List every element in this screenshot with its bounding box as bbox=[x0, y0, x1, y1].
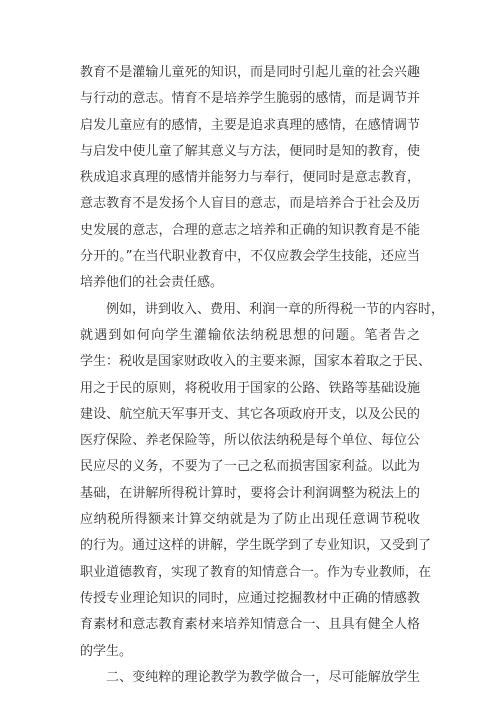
paragraph-line: 启发儿童应有的感情，主要是追求真理的感情，在感情调节 bbox=[80, 117, 420, 133]
paragraph-line: 的行为。通过这样的讲解，学生既学到了专业知识，又受到了 bbox=[80, 538, 432, 554]
paragraph-line: 基础，在讲解所得税计算时，要将会计利润调整为税法上的 bbox=[80, 485, 420, 501]
paragraph-line: 秩成追求真理的感情并能努力与奉行，便同时是意志教育， bbox=[80, 170, 420, 186]
paragraph-2 bbox=[80, 297, 445, 665]
paragraph-line: 医疗保险、养老保险等，所以依法纳税是每个单位、每位公 bbox=[80, 433, 420, 449]
paragraph-line: 就遇到如何向学生灌输依法纳税思想的问题。笔者告之 bbox=[80, 327, 420, 343]
paragraph-line: 例如，讲到收入、费用、利润一章的所得税一节的内容时， bbox=[106, 301, 445, 317]
paragraph-line: 与启发中使儿童了解其意义与方法，便同时是知的教育，使 bbox=[80, 143, 420, 159]
paragraph-line: 学生：税收是国家财政收入的主要来源，国家本着取之于民、 bbox=[80, 354, 432, 370]
section-heading bbox=[80, 665, 420, 691]
paragraph-line: 传授专业理论知识的同时，应通过挖掘教材中正确的情感教 bbox=[80, 590, 420, 606]
paragraph-line: 育素材和意志教育素材来培养知情意合一、且具有健全人格 bbox=[80, 617, 420, 633]
paragraph-1 bbox=[80, 60, 420, 297]
paragraph-line: 民应尽的义务，不要为了一己之私而损害国家利益。以此为 bbox=[80, 459, 420, 475]
paragraph-line: 职业道德教育，实现了教育的知情意合一。作为专业教师，在 bbox=[80, 564, 432, 580]
paragraph-line: 的学生。 bbox=[80, 643, 133, 659]
paragraph-line: 用之于民的原则，将税收用于国家的公路、铁路等基础设施 bbox=[80, 380, 420, 396]
paragraph-line: 意志教育不是发扬个人盲目的意志，而是培养合于社会及历 bbox=[80, 196, 420, 212]
paragraph-line: 分开的。”在当代职业教育中，不仅应教会学生技能，还应当 bbox=[80, 249, 420, 265]
paragraph-line: 教育不是灌输儿童死的知识，而是同时引起儿童的社会兴趣 bbox=[80, 65, 420, 80]
paragraph-line: 史发展的意志，合理的意志之培养和正确的知识教育是不能 bbox=[80, 222, 420, 238]
paragraph-line: 培养他们的社会责任感。 bbox=[80, 275, 224, 291]
paragraph-line: 建设、航空航天军事开支、其它各项政府开支，以及公民的 bbox=[80, 406, 420, 422]
paragraph-line: 应纳税所得额来计算交纳就是为了防止出现任意调节税收 bbox=[80, 512, 420, 528]
paragraph-line: 与行动的意志。情育不是培养学生脆弱的感情，而是调节并 bbox=[80, 91, 420, 107]
section-heading-line: 二、变纯粹的理论教学为教学做合一，尽可能解放学生 bbox=[106, 670, 420, 685]
